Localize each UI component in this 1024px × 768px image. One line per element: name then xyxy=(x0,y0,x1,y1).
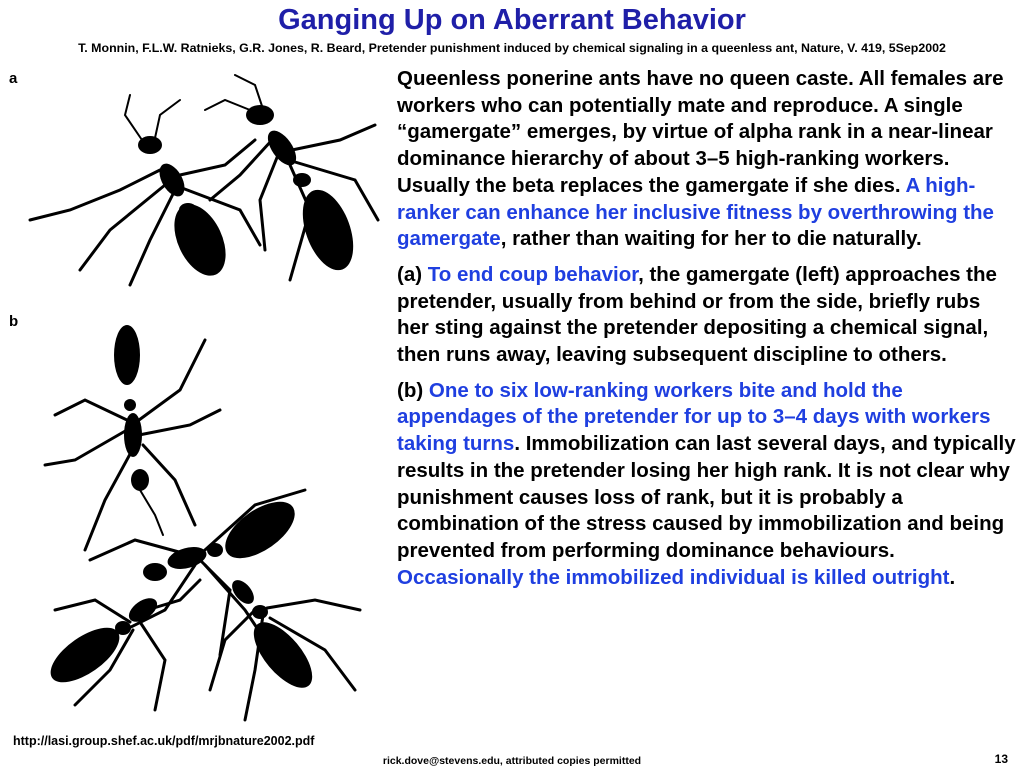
page-number: 13 xyxy=(994,752,1008,766)
highlight-text: To end coup behavior xyxy=(427,262,639,286)
ant-illustration-a xyxy=(10,70,382,300)
body-text xyxy=(397,66,1017,600)
paragraph-1: Queenless ponerine ants have no queen caste. All females are workers who can potentially mate and reproduce. A single “gamergate” emerges, by virtue of alpha rank in a near-linear dominance hierarchy of about 3–5 high-ranking workers. Usually the beta replaces the gamergate if she dies. A high-ranker can enhance her inclusive fitness by overthrowing the gamergate, rather than waiting for her to die naturally. xyxy=(397,67,1004,251)
source-url[interactable]: http://lasi.group.shef.ac.uk/pdf/mrjbnature2002.pdf xyxy=(13,734,315,748)
figure-label-a: a xyxy=(9,70,18,87)
ant-illustration-b xyxy=(15,310,375,730)
ant-pretender-icon xyxy=(205,75,378,280)
highlight-text: One to six low-ranking workers bite and hold the appendages of the pretender for up to 3–4 days with workers taking turns xyxy=(397,378,991,456)
ant-worker-top-icon xyxy=(45,325,220,550)
citation: T. Monnin, F.L.W. Ratnieks, G.R. Jones, R. Beard, Pretender punishment induced by chemical signaling in a queenless ant, Nature, V. 419, 5Sep2002 xyxy=(78,41,946,55)
ant-gamergate-icon xyxy=(30,95,260,285)
footer-credit: rick.dove@stevens.edu, attributed copies permitted xyxy=(382,755,642,767)
ant-worker-left-icon xyxy=(42,580,200,710)
paragraph-3: (b) One to six low-ranking workers bite and hold the appendages of the pretender for up to 3–4 days with workers taking turns. Immobilization can last several days, and typically results in the pretender losing her high rank. It is not clear why punishment causes loss of rank, but it is probably a combination of the stress caused by immobilization and being prevented from performing dominance behaviours. Occasionally the immobilized individual is killed outright. xyxy=(397,378,1016,589)
highlight-text: Occasionally the immobilized individual is killed outright xyxy=(397,565,950,589)
highlight-text: A high-ranker can enhance her inclusive fitness by overthrowing the gamergate xyxy=(397,173,994,251)
paragraph-2: (a) To end coup behavior, the gamergate (left) approaches the pretender, usually from behind or from the side, briefly rubs her sting against the pretender depositing a chemical signal, then runs away, leaving subsequent discipline to others. xyxy=(397,262,997,367)
figure-label-b: b xyxy=(9,313,19,330)
slide-title: Ganging Up on Aberrant Behavior xyxy=(278,4,746,36)
